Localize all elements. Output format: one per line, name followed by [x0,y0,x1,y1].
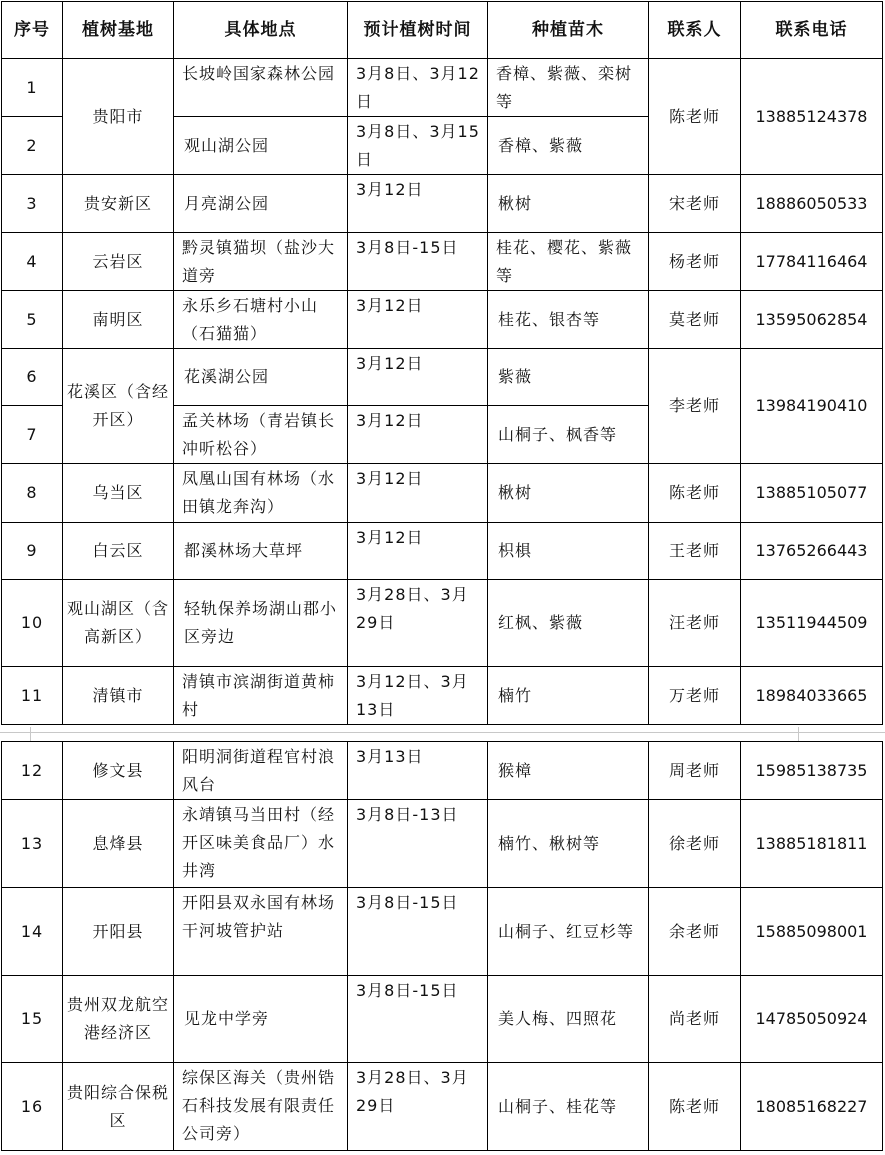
location-cell: 观山湖公园 [174,117,348,175]
phone-cell: 15885098001 [741,888,883,976]
location-cell: 孟关林场（青岩镇长冲听松谷） [174,406,348,464]
time-cell: 3月13日 [348,742,488,800]
seq-cell: 9 [2,523,63,580]
time-cell: 3月8日、3月15日 [348,117,488,175]
planting-table-part-2 [1,741,883,1151]
contact-cell: 万老师 [649,667,741,725]
phone-cell: 13885181811 [741,800,883,888]
location-cell: 黔灵镇猫坝（盐沙大道旁 [174,233,348,291]
seedlings-cell: 桂花、樱花、紫薇等 [488,233,649,291]
base-cell: 花溪区（含经开区） [63,349,174,464]
location-cell: 开阳县双永国有林场干河坡管护站 [174,888,348,976]
seq-cell: 3 [2,175,63,233]
contact-cell: 李老师 [649,349,741,464]
time-cell: 3月12日 [348,406,488,464]
location-cell: 综保区海关（贵州锆石科技发展有限责任公司旁） [174,1063,348,1151]
table-row [2,888,883,976]
phone-cell: 15985138735 [741,742,883,800]
table-row [2,976,883,1063]
table-row [2,580,883,667]
seq-cell: 16 [2,1063,63,1151]
header-seedlings: 种植苗木 [488,2,649,59]
seedlings-cell: 山桐子、红豆杉等 [488,888,649,976]
seedlings-cell: 楸树 [488,464,649,523]
base-cell: 贵阳市 [63,59,174,175]
seedlings-cell: 山桐子、枫香等 [488,406,649,464]
table-row [2,742,883,800]
header-location: 具体地点 [174,2,348,59]
phone-cell: 13765266443 [741,523,883,580]
phone-cell: 13984190410 [741,349,883,464]
seq-cell: 1 [2,59,63,117]
contact-cell: 王老师 [649,523,741,580]
contact-cell: 陈老师 [649,464,741,523]
seq-cell: 15 [2,976,63,1063]
phone-cell: 13511944509 [741,580,883,667]
seedlings-cell: 香樟、紫薇、栾树等 [488,59,649,117]
seq-cell: 8 [2,464,63,523]
location-cell: 轻轨保养场湖山郡小区旁边 [174,580,348,667]
base-cell: 乌当区 [63,464,174,523]
location-cell: 见龙中学旁 [174,976,348,1063]
contact-cell: 徐老师 [649,800,741,888]
seedlings-cell: 楠竹、楸树等 [488,800,649,888]
seq-cell: 6 [2,349,63,406]
time-cell: 3月12日 [348,291,488,349]
time-cell: 3月8日-15日 [348,976,488,1063]
location-cell: 永乐乡石塘村小山（石猫猫） [174,291,348,349]
base-cell: 贵阳综合保税区 [63,1063,174,1151]
table-header-row [2,2,883,59]
time-cell: 3月12日、3月13日 [348,667,488,725]
table-row [2,464,883,523]
contact-cell: 汪老师 [649,580,741,667]
location-cell: 都溪林场大草坪 [174,523,348,580]
seedlings-cell: 枳椇 [488,523,649,580]
location-cell: 凤凰山国有林场（水田镇龙奔沟） [174,464,348,523]
seq-cell: 10 [2,580,63,667]
seedlings-cell: 山桐子、桂花等 [488,1063,649,1151]
phone-cell: 14785050924 [741,976,883,1063]
table-row [2,667,883,725]
location-cell: 花溪湖公园 [174,349,348,406]
base-cell: 贵州双龙航空港经济区 [63,976,174,1063]
page-break-marker [0,727,885,741]
phone-cell: 17784116464 [741,233,883,291]
seedlings-cell: 香樟、紫薇 [488,117,649,175]
seq-cell: 12 [2,742,63,800]
table-row [2,59,883,117]
phone-cell: 13885105077 [741,464,883,523]
seq-cell: 5 [2,291,63,349]
phone-cell: 13595062854 [741,291,883,349]
header-phone: 联系电话 [741,2,883,59]
contact-cell: 陈老师 [649,59,741,175]
base-cell: 云岩区 [63,233,174,291]
time-cell: 3月8日-15日 [348,888,488,976]
base-cell: 修文县 [63,742,174,800]
time-cell: 3月28日、3月29日 [348,1063,488,1151]
time-cell: 3月12日 [348,349,488,406]
location-cell: 清镇市滨湖街道黄柿村 [174,667,348,725]
time-cell: 3月12日 [348,464,488,523]
seq-cell: 14 [2,888,63,976]
seq-cell: 2 [2,117,63,175]
seedlings-cell: 紫薇 [488,349,649,406]
phone-cell: 18984033665 [741,667,883,725]
seq-cell: 11 [2,667,63,725]
location-cell: 阳明洞街道程官村浪风台 [174,742,348,800]
seedlings-cell: 猴樟 [488,742,649,800]
base-cell: 南明区 [63,291,174,349]
time-cell: 3月8日-13日 [348,800,488,888]
table-row [2,800,883,888]
header-contact: 联系人 [649,2,741,59]
header-time: 预计植树时间 [348,2,488,59]
base-cell: 白云区 [63,523,174,580]
contact-cell: 陈老师 [649,1063,741,1151]
time-cell: 3月8日-15日 [348,233,488,291]
phone-cell: 18886050533 [741,175,883,233]
table-row [2,349,883,406]
contact-cell: 余老师 [649,888,741,976]
seq-cell: 7 [2,406,63,464]
location-cell: 永靖镇马当田村（经开区味美食品厂）水井湾 [174,800,348,888]
header-base: 植树基地 [63,2,174,59]
seq-cell: 13 [2,800,63,888]
contact-cell: 尚老师 [649,976,741,1063]
planting-table-part-1 [1,1,883,725]
base-cell: 清镇市 [63,667,174,725]
seedlings-cell: 美人梅、四照花 [488,976,649,1063]
phone-cell: 13885124378 [741,59,883,175]
time-cell: 3月12日 [348,175,488,233]
table-row [2,291,883,349]
seedlings-cell: 桂花、银杏等 [488,291,649,349]
time-cell: 3月28日、3月29日 [348,580,488,667]
contact-cell: 周老师 [649,742,741,800]
seedlings-cell: 楸树 [488,175,649,233]
contact-cell: 莫老师 [649,291,741,349]
table-row [2,175,883,233]
contact-cell: 杨老师 [649,233,741,291]
seedlings-cell: 红枫、紫薇 [488,580,649,667]
table-row [2,1063,883,1151]
location-cell: 月亮湖公园 [174,175,348,233]
seq-cell: 4 [2,233,63,291]
base-cell: 贵安新区 [63,175,174,233]
table-row [2,523,883,580]
location-cell: 长坡岭国家森林公园 [174,59,348,117]
base-cell: 开阳县 [63,888,174,976]
contact-cell: 宋老师 [649,175,741,233]
seedlings-cell: 楠竹 [488,667,649,725]
base-cell: 观山湖区（含高新区） [63,580,174,667]
time-cell: 3月8日、3月12日 [348,59,488,117]
header-seq: 序号 [2,2,63,59]
base-cell: 息烽县 [63,800,174,888]
phone-cell: 18085168227 [741,1063,883,1151]
table-row [2,233,883,291]
time-cell: 3月12日 [348,523,488,580]
